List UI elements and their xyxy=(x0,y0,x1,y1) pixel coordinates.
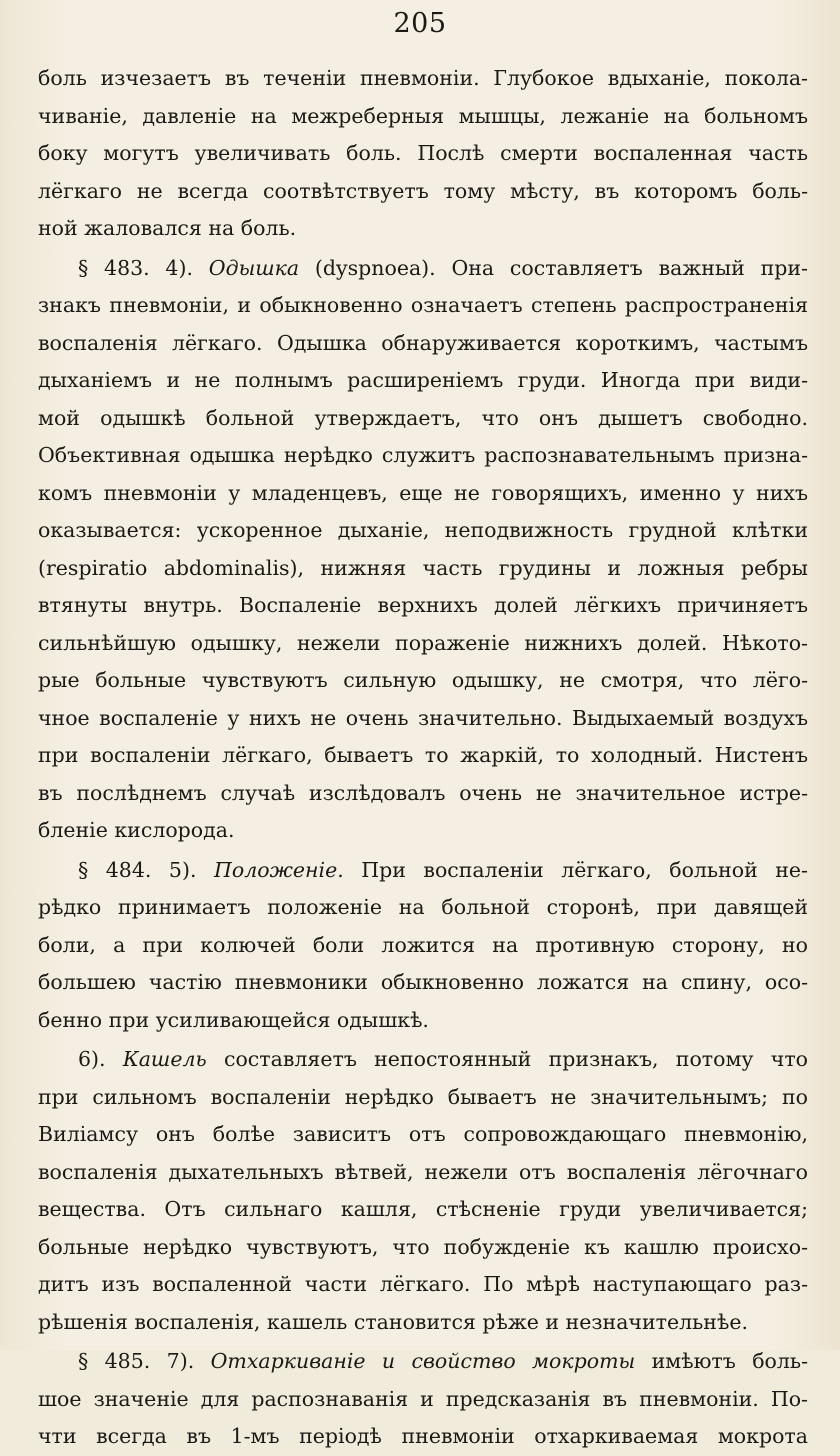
text-line: втянуты внутрь. Воспаленіе верхнихъ долей лёгкихъ причиняетъ xyxy=(38,593,808,617)
text-line: дыханіемъ и не полнымъ расширеніемъ груди. Иногда при види- xyxy=(38,368,808,392)
item-number: 6). xyxy=(78,1047,123,1071)
text-line: сильнѣйшую одышку, нежели пораженіе нижнихъ долей. Нѣкото- xyxy=(38,630,808,655)
text-line: при воспаленіи лёгкаго, бываетъ то жаркій, то холодный. Нистенъ xyxy=(38,743,808,767)
text-line: Объективная одышка нерѣдко служитъ распознавательнымъ призна- xyxy=(38,443,808,467)
section-485-heading-line xyxy=(38,1343,808,1381)
page-number: 205 xyxy=(393,8,447,39)
text-line: оказывается: ускоренное дыханіе, неподвижность грудной клѣтки xyxy=(38,518,808,542)
text-line: комъ пневмоніи у младенцевъ, еще не говорящихъ, именно у нихъ xyxy=(38,480,808,505)
text-line: дитъ изъ воспаленной части лёгкаго. По мѣрѣ наступающаго раз- xyxy=(38,1272,808,1296)
text-line: боль изчезаетъ въ теченіи пневмоніи. Глубокое вдыханіе, покола- xyxy=(38,66,808,90)
section-title: Одышка xyxy=(208,255,300,280)
text-line: чное воспаленіе у нихъ не очень значительно. Выдыхаемый воздухъ xyxy=(38,705,808,730)
item-title: Кашель xyxy=(122,1047,207,1071)
text-line: въ послѣднемъ случаѣ изслѣдовалъ очень не значительное истре- xyxy=(38,780,808,805)
section-483-heading-line xyxy=(38,250,808,288)
text-line: лёгкаго не всегда соотвѣтствуетъ тому мѣсту, въ которомъ боль- xyxy=(38,178,808,203)
text-line: большею частію пневмоники обыкновенно ложатся на спину, осо- xyxy=(38,970,808,994)
text-line: бленіе кислорода. xyxy=(38,818,235,842)
section-number: § 483. 4). xyxy=(78,255,209,280)
text-line: чиваніе, давленіе на межреберныя мышцы, лежаніе на больномъ xyxy=(38,103,808,128)
section-title: Отхаркиваніе и свойство мокроты xyxy=(210,1349,636,1373)
section-text: При воспаленіи лёгкаго, больной не- xyxy=(343,857,808,882)
item-text: составляетъ непостоянный признакъ, потому что xyxy=(206,1047,808,1071)
section-number: § 484. 5). xyxy=(78,857,214,882)
text-line: при сильномъ воспаленіи нерѣдко бываетъ не значительнымъ; по xyxy=(38,1084,808,1109)
section-title: Положеніе. xyxy=(213,857,344,882)
section-484-heading-line xyxy=(38,852,808,890)
text-line: воспаленія дыхательныхъ вѣтвей, нежели отъ воспаленія лёгочнаго xyxy=(38,1159,808,1184)
text-line: рые больные чувствуютъ сильную одышку, не смотря, что лёго- xyxy=(38,668,808,692)
text-line: Виліамсу онъ болѣе зависитъ отъ сопровождающаго пневмонію, xyxy=(38,1122,808,1146)
section-text: (dyspnoea). Она составляетъ важный при- xyxy=(299,255,808,280)
section-number: § 485. 7). xyxy=(78,1349,211,1373)
text-line: больные нерѣдко чувствуютъ, что побужденіе къ кашлю происхо- xyxy=(38,1234,808,1259)
text-line: вещества. Отъ сильнаго кашля, стѣсненіе груди увеличивается; xyxy=(38,1197,808,1221)
text-line: шое значеніе для распознаванія и предсказанія въ пневмоніи. По- xyxy=(38,1386,808,1411)
body-text xyxy=(38,60,808,1456)
item-6-heading-line xyxy=(38,1041,808,1079)
text-line: рѣшенія воспаленія, кашель становится рѣже и незначительнѣе. xyxy=(38,1309,748,1334)
text-line: рѣдко принимаетъ положеніе на больной сторонѣ, при давящей xyxy=(38,895,808,919)
text-line: бенно при усиливающейся одышкѣ. xyxy=(38,1007,429,1032)
text-line: боли, а при колючей боли ложится на противную сторону, но xyxy=(38,932,808,957)
text-line: чти всегда въ 1-мъ періодѣ пневмоніи отхаркиваемая мокрота xyxy=(38,1424,808,1448)
section-text: имѣютъ боль- xyxy=(635,1349,808,1373)
text-line: (respiratio abdominalis), нижняя часть грудины и ложныя ребры xyxy=(38,555,808,580)
text-line: знакъ пневмоніи, и обыкновенно означаетъ степень распространенія xyxy=(38,293,808,317)
text-line: ной жаловался на боль. xyxy=(38,216,297,240)
text-line: боку могутъ увеличивать боль. Послѣ смерти воспаленная часть xyxy=(38,141,808,165)
text-line: мой одышкѣ больной утверждаетъ, что онъ дышетъ свободно. xyxy=(38,405,808,430)
text-line: воспаленія лёгкаго. Одышка обнаруживается короткимъ, частымъ xyxy=(38,330,808,355)
